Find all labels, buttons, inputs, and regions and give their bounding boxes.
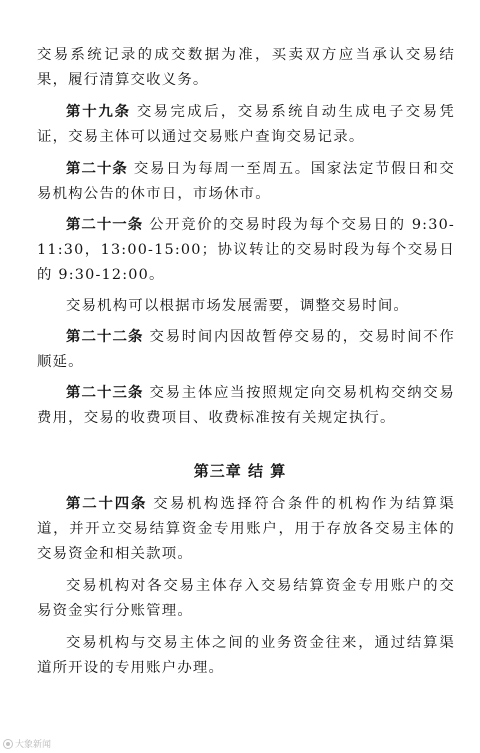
article-number: 第二十四条	[66, 495, 148, 512]
paragraph-continuation	[37, 43, 455, 93]
article-number: 第二十一条	[66, 216, 144, 233]
paragraph-text: 交易主体应当按照规定向交易机构交纳交易费用，交易的收费项目、收费标准按有关规定执行。	[37, 385, 455, 426]
paragraph-fund-flows	[37, 631, 455, 681]
paragraph-separate-accounts	[37, 574, 455, 624]
paragraph-text: 交易日为每周一至周五。国家法定节假日和交易机构公告的休市日，市场休市。	[37, 161, 455, 202]
article-22	[37, 324, 455, 375]
paragraph-text: 交易完成后，交易系统自动生成电子交易凭证，交易主体可以通过交易账户查询交易记录。	[37, 104, 455, 145]
watermark	[3, 737, 51, 750]
article-number: 第二十二条	[66, 328, 144, 345]
watermark-text: 大象新闻	[15, 740, 52, 750]
paragraph-text: 公开竞价的交易时段为每个交易日的 9:30-11:30，13:00-15:00；协议转让的交易时段为每个交易日的 9:30-12:00。	[37, 217, 455, 283]
paragraph-text: 交易时间内因故暂停交易的，交易时间不作顺延。	[37, 329, 455, 370]
article-number: 第二十三条	[66, 384, 144, 401]
article-21	[37, 212, 455, 288]
circle-logo-icon	[3, 739, 13, 749]
article-number: 第二十条	[66, 160, 128, 177]
paragraph-text: 交易机构可以根据市场发展需要，调整交易时间。	[66, 298, 409, 314]
paragraph-text: 交易系统记录的成交数据为准，买卖双方应当承认交易结果，履行清算交收义务。	[37, 47, 455, 88]
article-24	[37, 491, 455, 567]
paragraph-text: 交易机构选择符合条件的机构作为结算渠道，并开立交易结算资金专用账户，用于存放各交易主体的交易资金和相关款项。	[37, 496, 455, 562]
article-19	[37, 99, 455, 150]
article-number: 第十九条	[66, 103, 131, 120]
paragraph-text: 交易机构对各交易主体存入交易结算资金专用账户的交易资金实行分账管理。	[37, 578, 455, 619]
paragraph-text: 交易机构与交易主体之间的业务资金往来，通过结算渠道所开设的专用账户办理。	[37, 635, 455, 676]
paragraph-time-adjust	[37, 294, 455, 319]
article-23	[37, 380, 455, 431]
chapter-heading: 第三章 结 算	[193, 462, 287, 480]
article-20	[37, 156, 455, 207]
